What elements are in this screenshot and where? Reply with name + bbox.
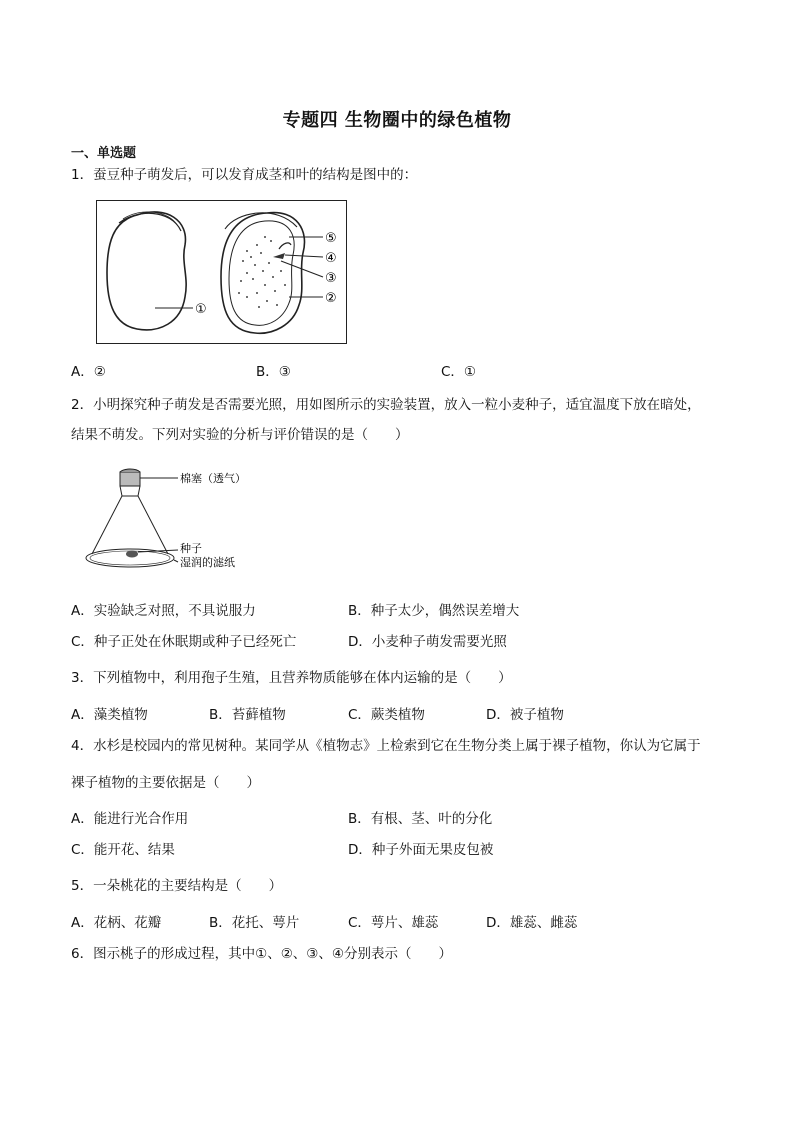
q6-stem: 6．图示桃子的形成过程，其中①、②、③、④分别表示（ ）: [71, 946, 452, 962]
q3-stem: 3．下列植物中，利用孢子生殖，且营养物质能够在体内运输的是（ ）: [71, 670, 512, 686]
q4-option-d[interactable]: D．种子外面无果皮包被: [348, 842, 494, 858]
q3-option-b[interactable]: B．苔藓植物: [209, 707, 286, 723]
cotton-plug-top: [120, 469, 140, 472]
q1-option-b[interactable]: B．③: [256, 364, 291, 380]
jar-diagram: [84, 466, 274, 578]
label-5: ⑤: [325, 231, 337, 246]
label-3: ③: [325, 271, 337, 286]
cotyledon-outline: [229, 221, 294, 325]
jar-neck: [120, 486, 140, 496]
jar-side-right: [138, 496, 168, 554]
q1-option-a[interactable]: A．②: [71, 364, 106, 380]
q2-option-a[interactable]: A．实验缺乏对照，不具说服力: [71, 603, 256, 619]
paper-label: 湿润的滤纸: [180, 556, 235, 569]
q3-option-a[interactable]: A．藻类植物: [71, 707, 148, 723]
radicle: [279, 243, 291, 249]
q1-option-c[interactable]: C．①: [441, 364, 477, 380]
jar-side-left: [92, 496, 122, 554]
q4-stem-line1: 4．水杉是校园内的常见树种。某同学从《植物志》上检索到它在生物分类上属于裸子植物，你认为它属于: [71, 738, 701, 754]
seed-label-line: [138, 550, 178, 552]
q4-stem-line2: 裸子植物的主要依据是（ ）: [71, 775, 260, 791]
q1-stem: 1．蚕豆种子萌发后，可以发育成茎和叶的结构是图中的：: [71, 167, 418, 183]
q5-stem: 5．一朵桃花的主要结构是（ ）: [71, 878, 283, 894]
q2-option-b[interactable]: B．种子太少，偶然误差增大: [348, 603, 520, 619]
seed-label: 种子: [180, 542, 202, 555]
label-4: ④: [325, 251, 337, 266]
embryo: [273, 253, 285, 259]
q5-option-d[interactable]: D．雄蕊、雌蕊: [486, 915, 578, 931]
q4-option-a[interactable]: A．能进行光合作用: [71, 811, 189, 827]
bean-seed-diagram: [97, 201, 346, 343]
q5-option-c[interactable]: C．萼片、雄蕊: [348, 915, 439, 931]
q2-option-d[interactable]: D．小麦种子萌发需要光照: [348, 634, 507, 650]
q1-seed-figure: [96, 200, 347, 344]
q5-option-b[interactable]: B．花托、萼片: [209, 915, 300, 931]
q4-option-c[interactable]: C．能开花、结果: [71, 842, 175, 858]
label-2: ②: [325, 291, 337, 306]
whole-seed-outline: [107, 212, 186, 330]
section-heading: 一、单选题: [71, 146, 137, 161]
q2-option-c[interactable]: C．种子正处在休眠期或种子已经死亡: [71, 634, 297, 650]
cotton-plug: [120, 472, 140, 486]
q5-option-a[interactable]: A．花柄、花瓣: [71, 915, 162, 931]
seed-shape: [126, 551, 138, 558]
q2-experiment-figure: [84, 466, 274, 578]
label-1: ①: [195, 302, 207, 317]
q2-stem-line2: 结果不萌发。下列对实验的分析与评价错误的是（ ）: [71, 427, 409, 443]
q3-option-c[interactable]: C．蕨类植物: [348, 707, 425, 723]
q4-option-b[interactable]: B．有根、茎、叶的分化: [348, 811, 493, 827]
q2-stem-line1: 2．小明探究种子萌发是否需要光照，用如图所示的实验装置，放入一粒小麦种子，适宜温度下放在暗处，: [71, 397, 701, 413]
cotton-label: 棉塞（透气）: [180, 472, 246, 485]
cotyledon-veins: [238, 236, 286, 308]
label-line-4: [285, 255, 323, 257]
page-title: 专题四 生物圈中的绿色植物: [282, 110, 512, 131]
paper-label-line: [174, 560, 178, 562]
q3-option-d[interactable]: D．被子植物: [486, 707, 564, 723]
